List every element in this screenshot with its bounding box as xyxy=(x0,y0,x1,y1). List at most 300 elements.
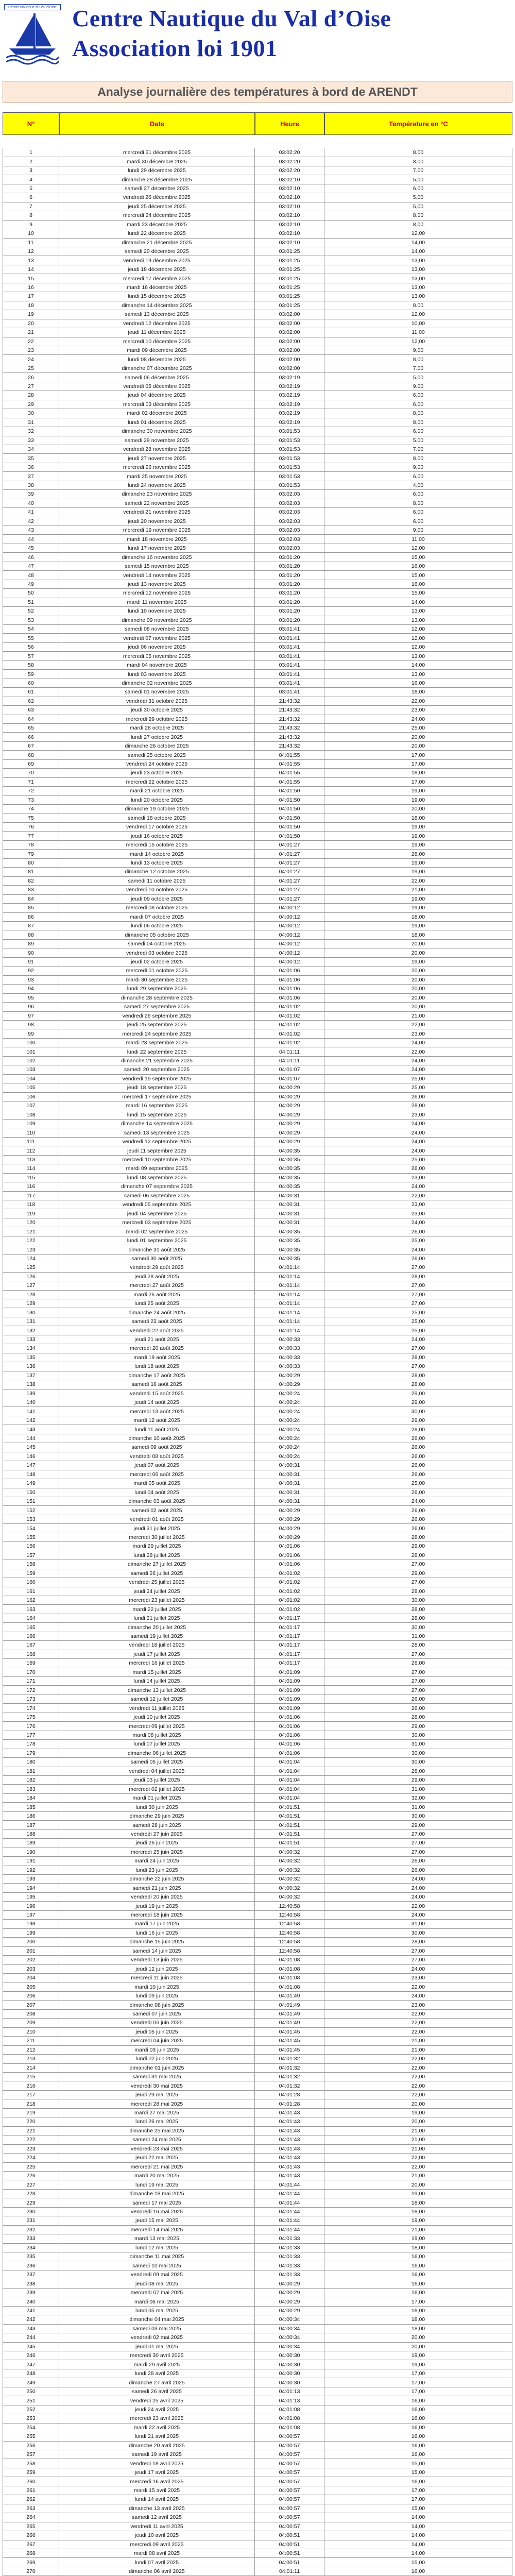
row-time: 12:40:58 xyxy=(255,1902,324,1910)
row-temperature: 19,00 xyxy=(324,895,512,903)
row-time: 04:01:17 xyxy=(255,1623,324,1631)
row-number: 245 xyxy=(3,2343,59,2351)
row-time: 04:00:12 xyxy=(255,958,324,966)
row-date: dimanche 17 août 2025 xyxy=(59,1371,255,1380)
table-row xyxy=(3,517,512,526)
table-row xyxy=(3,1039,512,1047)
row-time: 04:00:35 xyxy=(255,1255,324,1263)
row-number: 110 xyxy=(3,1128,59,1137)
row-time: 04:00:34 xyxy=(255,2315,324,2324)
row-temperature: 15,00 xyxy=(324,571,512,579)
row-number: 205 xyxy=(3,1982,59,1991)
row-date: mercredi 30 avril 2025 xyxy=(59,2351,255,2360)
row-temperature: 20,00 xyxy=(324,2343,512,2351)
row-time: 04:01:27 xyxy=(255,868,324,876)
table-row xyxy=(3,2234,512,2243)
table-row xyxy=(3,445,512,454)
table-row xyxy=(3,796,512,805)
row-temperature: 22,00 xyxy=(324,2154,512,2162)
row-date: jeudi 10 avril 2025 xyxy=(59,2531,255,2539)
table-row xyxy=(3,1704,512,1713)
row-temperature: 23,00 xyxy=(324,1174,512,1182)
row-time: 04:01:17 xyxy=(255,1614,324,1622)
row-number: 117 xyxy=(3,1192,59,1200)
table-row xyxy=(3,1542,512,1551)
row-number: 23 xyxy=(3,346,59,354)
row-number: 101 xyxy=(3,1047,59,1056)
row-temperature: 22,00 xyxy=(324,877,512,885)
row-number: 192 xyxy=(3,1866,59,1874)
row-number: 96 xyxy=(3,1003,59,1011)
row-number: 5 xyxy=(3,184,59,193)
row-number: 55 xyxy=(3,634,59,642)
row-time: 04:00:31 xyxy=(255,1461,324,1469)
row-number: 201 xyxy=(3,1947,59,1955)
row-date: lundi 23 juin 2025 xyxy=(59,1866,255,1874)
row-number: 223 xyxy=(3,2145,59,2153)
row-date: jeudi 13 novembre 2025 xyxy=(59,580,255,588)
row-date: dimanche 01 juin 2025 xyxy=(59,2064,255,2072)
row-time: 04:00:32 xyxy=(255,1875,324,1883)
row-time: 04:01:51 xyxy=(255,1839,324,1847)
row-number: 18 xyxy=(3,301,59,310)
row-temperature: 15,00 xyxy=(324,553,512,561)
table-row xyxy=(3,1515,512,1524)
row-temperature: 20,00 xyxy=(324,2117,512,2126)
row-time: 04:00:30 xyxy=(255,2360,324,2368)
row-date: mercredi 15 octobre 2025 xyxy=(59,841,255,849)
row-date: lundi 09 juin 2025 xyxy=(59,1992,255,2000)
temperature-table xyxy=(3,148,512,2576)
table-row xyxy=(3,391,512,400)
row-date: dimanche 26 octobre 2025 xyxy=(59,742,255,750)
row-date: jeudi 24 juillet 2025 xyxy=(59,1587,255,1596)
row-number: 51 xyxy=(3,598,59,606)
row-time: 04:00:32 xyxy=(255,1857,324,1865)
row-number: 184 xyxy=(3,1794,59,1802)
table-row xyxy=(3,373,512,382)
row-temperature: 20,00 xyxy=(324,994,512,1002)
row-number: 3 xyxy=(3,166,59,175)
row-number: 178 xyxy=(3,1740,59,1748)
table-row xyxy=(3,346,512,355)
row-time: 04:00:29 xyxy=(255,1506,324,1514)
row-time: 04:01:17 xyxy=(255,1632,324,1640)
row-time: 04:01:44 xyxy=(255,2190,324,2198)
row-date: dimanche 09 novembre 2025 xyxy=(59,616,255,624)
table-row xyxy=(3,2180,512,2189)
row-temperature: 22,00 xyxy=(324,1192,512,1200)
row-time: 04:01:44 xyxy=(255,2198,324,2207)
table-row xyxy=(3,184,512,193)
row-time: 03:02:03 xyxy=(255,490,324,498)
row-number: 138 xyxy=(3,1380,59,1388)
row-date: dimanche 16 novembre 2025 xyxy=(59,553,255,561)
table-row xyxy=(3,2073,512,2081)
row-date: mercredi 08 octobre 2025 xyxy=(59,904,255,912)
table-row xyxy=(3,733,512,741)
table-row xyxy=(3,301,512,310)
row-date: mardi 21 octobre 2025 xyxy=(59,787,255,795)
table-row xyxy=(3,1200,512,1209)
row-date: mercredi 17 septembre 2025 xyxy=(59,1093,255,1101)
row-number: 144 xyxy=(3,1434,59,1443)
row-time: 04:01:06 xyxy=(255,985,324,993)
row-temperature: 26,00 xyxy=(324,1857,512,1865)
page-header xyxy=(0,0,515,70)
row-number: 187 xyxy=(3,1821,59,1829)
row-number: 169 xyxy=(3,1659,59,1667)
row-time: 04:00:12 xyxy=(255,922,324,930)
row-date: mardi 12 août 2025 xyxy=(59,1416,255,1425)
table-row xyxy=(3,1731,512,1740)
row-date: jeudi 16 octobre 2025 xyxy=(59,832,255,840)
row-date: dimanche 30 novembre 2025 xyxy=(59,427,255,435)
row-date: dimanche 28 septembre 2025 xyxy=(59,994,255,1002)
table-row xyxy=(3,1767,512,1776)
row-date: samedi 08 novembre 2025 xyxy=(59,625,255,633)
row-temperature: 32,00 xyxy=(324,1794,512,1802)
row-date: dimanche 14 décembre 2025 xyxy=(59,301,255,310)
row-number: 170 xyxy=(3,1668,59,1676)
row-date: lundi 01 décembre 2025 xyxy=(59,418,255,427)
row-temperature: 14,00 xyxy=(324,239,512,247)
table-row xyxy=(3,904,512,912)
row-temperature: 15,00 xyxy=(324,589,512,597)
row-date: mercredi 12 novembre 2025 xyxy=(59,589,255,597)
row-number: 24 xyxy=(3,355,59,363)
row-number: 57 xyxy=(3,652,59,660)
row-temperature: 24,00 xyxy=(324,715,512,723)
row-temperature: 27,00 xyxy=(324,1686,512,1694)
row-temperature: 17,00 xyxy=(324,760,512,768)
row-temperature: 5,00 xyxy=(324,373,512,381)
table-row xyxy=(3,2369,512,2378)
row-temperature: 24,00 xyxy=(324,1875,512,1883)
row-time: 04:00:12 xyxy=(255,904,324,912)
row-date: jeudi 14 août 2025 xyxy=(59,1398,255,1406)
row-number: 160 xyxy=(3,1578,59,1586)
row-temperature: 16,00 xyxy=(324,2414,512,2422)
row-time: 21:43:32 xyxy=(255,706,324,714)
row-time: 04:01:02 xyxy=(255,1012,324,1020)
table-row xyxy=(3,1389,512,1398)
row-time: 04:00:29 xyxy=(255,2307,324,2315)
table-row xyxy=(3,1902,512,1910)
row-date: dimanche 08 juin 2025 xyxy=(59,2001,255,2009)
row-time: 04:00:35 xyxy=(255,1236,324,1245)
row-time: 04:00:24 xyxy=(255,1407,324,1415)
row-temperature: 19,00 xyxy=(324,787,512,795)
row-time: 03:02:10 xyxy=(255,175,324,183)
table-row xyxy=(3,985,512,993)
table-row xyxy=(3,1299,512,1308)
row-time: 04:00:57 xyxy=(255,2450,324,2459)
table-row xyxy=(3,1182,512,1191)
row-date: samedi 03 mai 2025 xyxy=(59,2325,255,2333)
table-row xyxy=(3,202,512,211)
row-temperature: 14,00 xyxy=(324,661,512,669)
row-time: 04:01:43 xyxy=(255,2127,324,2135)
row-time: 03:02:03 xyxy=(255,508,324,516)
row-temperature: 15,00 xyxy=(324,2558,512,2566)
column-header-date: Date xyxy=(59,112,255,135)
row-temperature: 20,00 xyxy=(324,2180,512,2189)
row-temperature: 10,00 xyxy=(324,319,512,328)
row-date: jeudi 04 décembre 2025 xyxy=(59,391,255,399)
row-date: jeudi 29 mai 2025 xyxy=(59,2091,255,2099)
row-temperature: 23,00 xyxy=(324,1974,512,1982)
row-time: 04:01:06 xyxy=(255,1731,324,1739)
row-temperature: 6,00 xyxy=(324,400,512,409)
row-number: 106 xyxy=(3,1093,59,1101)
table-row xyxy=(3,328,512,337)
row-date: lundi 17 novembre 2025 xyxy=(59,544,255,552)
row-date: mardi 15 avril 2025 xyxy=(59,2486,255,2495)
row-date: jeudi 10 juillet 2025 xyxy=(59,1713,255,1721)
row-date: samedi 27 septembre 2025 xyxy=(59,1003,255,1011)
table-row xyxy=(3,1650,512,1659)
row-date: dimanche 13 juillet 2025 xyxy=(59,1686,255,1694)
row-temperature: 21,00 xyxy=(324,1012,512,1020)
row-time: 21:43:32 xyxy=(255,742,324,750)
row-date: jeudi 07 août 2025 xyxy=(59,1461,255,1469)
row-date: vendredi 02 mai 2025 xyxy=(59,2333,255,2342)
row-number: 181 xyxy=(3,1767,59,1775)
table-row xyxy=(3,877,512,886)
row-temperature: 18,00 xyxy=(324,913,512,921)
table-row xyxy=(3,562,512,571)
row-number: 218 xyxy=(3,2099,59,2108)
row-temperature: 6,00 xyxy=(324,427,512,435)
row-time: 03:01:20 xyxy=(255,571,324,579)
row-temperature: 19,00 xyxy=(324,958,512,966)
row-number: 161 xyxy=(3,1587,59,1596)
table-row xyxy=(3,1965,512,1974)
row-temperature: 27,00 xyxy=(324,1578,512,1586)
table-row xyxy=(3,553,512,562)
row-number: 105 xyxy=(3,1083,59,1092)
row-date: dimanche 10 août 2025 xyxy=(59,1434,255,1443)
row-time: 04:01:44 xyxy=(255,2208,324,2216)
row-temperature: 21,00 xyxy=(324,2145,512,2153)
row-number: 86 xyxy=(3,913,59,921)
row-number: 175 xyxy=(3,1713,59,1721)
row-date: mercredi 18 juin 2025 xyxy=(59,1911,255,1919)
row-temperature: 18,00 xyxy=(324,2208,512,2216)
row-temperature: 9,00 xyxy=(324,526,512,534)
row-number: 109 xyxy=(3,1120,59,1128)
row-time: 04:01:27 xyxy=(255,895,324,903)
row-temperature: 22,00 xyxy=(324,2163,512,2171)
table-row xyxy=(3,1749,512,1758)
row-date: mardi 11 novembre 2025 xyxy=(59,598,255,606)
row-date: lundi 27 octobre 2025 xyxy=(59,733,255,741)
row-number: 123 xyxy=(3,1245,59,1253)
row-date: jeudi 25 septembre 2025 xyxy=(59,1021,255,1029)
row-temperature: 14,00 xyxy=(324,2531,512,2539)
row-temperature: 5,00 xyxy=(324,193,512,201)
table-row xyxy=(3,715,512,724)
table-row xyxy=(3,2109,512,2117)
table-row xyxy=(3,1758,512,1767)
table-row xyxy=(3,2396,512,2405)
row-temperature: 18,00 xyxy=(324,2325,512,2333)
row-time: 04:00:32 xyxy=(255,1893,324,1901)
row-date: dimanche 07 décembre 2025 xyxy=(59,364,255,372)
row-number: 211 xyxy=(3,2037,59,2045)
row-number: 78 xyxy=(3,841,59,849)
row-date: jeudi 19 juin 2025 xyxy=(59,1902,255,1910)
row-number: 22 xyxy=(3,337,59,346)
row-temperature: 26,00 xyxy=(324,1704,512,1712)
row-time: 04:00:33 xyxy=(255,1362,324,1370)
row-number: 25 xyxy=(3,364,59,372)
row-number: 212 xyxy=(3,2046,59,2054)
row-number: 226 xyxy=(3,2172,59,2180)
row-date: dimanche 14 septembre 2025 xyxy=(59,1120,255,1128)
table-row xyxy=(3,2198,512,2207)
row-number: 231 xyxy=(3,2216,59,2225)
row-time: 04:01:04 xyxy=(255,1758,324,1766)
row-date: mercredi 09 avril 2025 xyxy=(59,2540,255,2549)
row-number: 225 xyxy=(3,2163,59,2171)
row-temperature: 8,00 xyxy=(324,355,512,363)
row-time: 03:02:03 xyxy=(255,526,324,534)
row-temperature: 25,00 xyxy=(324,1479,512,1487)
row-date: samedi 13 septembre 2025 xyxy=(59,1128,255,1137)
table-row xyxy=(3,1794,512,1803)
row-time: 04:01:02 xyxy=(255,1029,324,1038)
row-time: 21:43:32 xyxy=(255,724,324,732)
row-number: 88 xyxy=(3,930,59,939)
row-date: samedi 20 septembre 2025 xyxy=(59,1065,255,1074)
row-number: 29 xyxy=(3,400,59,409)
row-time: 03:02:20 xyxy=(255,166,324,175)
table-row xyxy=(3,1003,512,1011)
row-date: samedi 30 août 2025 xyxy=(59,1255,255,1263)
row-temperature: 16,00 xyxy=(324,2432,512,2441)
row-time: 04:01:55 xyxy=(255,778,324,786)
row-number: 112 xyxy=(3,1146,59,1155)
row-number: 11 xyxy=(3,239,59,247)
row-temperature: 24,00 xyxy=(324,1138,512,1146)
row-number: 155 xyxy=(3,1533,59,1541)
row-number: 269 xyxy=(3,2558,59,2566)
row-number: 183 xyxy=(3,1785,59,1793)
row-number: 207 xyxy=(3,2001,59,2009)
row-number: 257 xyxy=(3,2450,59,2459)
row-date: samedi 23 août 2025 xyxy=(59,1317,255,1326)
row-number: 238 xyxy=(3,2279,59,2287)
row-temperature: 28,00 xyxy=(324,1371,512,1380)
row-number: 13 xyxy=(3,256,59,264)
row-temperature: 16,00 xyxy=(324,2405,512,2414)
row-date: jeudi 18 septembre 2025 xyxy=(59,1083,255,1092)
table-row xyxy=(3,1893,512,1902)
row-number: 200 xyxy=(3,1938,59,1946)
row-date: samedi 13 décembre 2025 xyxy=(59,310,255,318)
row-temperature: 31,00 xyxy=(324,1920,512,1928)
row-number: 70 xyxy=(3,769,59,777)
table-row xyxy=(3,2567,512,2576)
row-temperature: 22,00 xyxy=(324,1902,512,1910)
table-row xyxy=(3,2522,512,2531)
table-row xyxy=(3,1138,512,1146)
row-temperature: 25,00 xyxy=(324,1083,512,1092)
table-row xyxy=(3,1209,512,1218)
row-time: 03:02:19 xyxy=(255,382,324,391)
row-date: jeudi 27 novembre 2025 xyxy=(59,454,255,462)
row-number: 215 xyxy=(3,2073,59,2081)
row-date: lundi 15 septembre 2025 xyxy=(59,1110,255,1118)
row-date: jeudi 18 décembre 2025 xyxy=(59,265,255,274)
row-temperature: 12,00 xyxy=(324,634,512,642)
row-number: 265 xyxy=(3,2522,59,2531)
column-header-time: Heure xyxy=(255,112,324,135)
table-row xyxy=(3,2504,512,2513)
table-row xyxy=(3,2540,512,2549)
row-time: 03:02:03 xyxy=(255,499,324,507)
row-date: jeudi 12 juin 2025 xyxy=(59,1965,255,1973)
row-date: samedi 15 novembre 2025 xyxy=(59,562,255,570)
row-number: 244 xyxy=(3,2333,59,2342)
row-date: vendredi 17 octobre 2025 xyxy=(59,823,255,831)
row-temperature: 28,00 xyxy=(324,1273,512,1281)
row-temperature: 13,00 xyxy=(324,652,512,660)
row-temperature: 21,00 xyxy=(324,2136,512,2144)
row-temperature: 27,00 xyxy=(324,1362,512,1370)
row-date: jeudi 23 octobre 2025 xyxy=(59,769,255,777)
table-row xyxy=(3,1156,512,1164)
row-temperature: 14,00 xyxy=(324,2549,512,2557)
row-time: 04:01:51 xyxy=(255,1812,324,1820)
row-number: 174 xyxy=(3,1704,59,1712)
row-number: 99 xyxy=(3,1029,59,1038)
row-time: 04:00:31 xyxy=(255,1470,324,1479)
table-row xyxy=(3,2190,512,2198)
row-temperature: 22,00 xyxy=(324,1982,512,1991)
table-row xyxy=(3,1146,512,1155)
row-temperature: 20,00 xyxy=(324,967,512,975)
row-number: 139 xyxy=(3,1389,59,1398)
row-temperature: 31,00 xyxy=(324,1785,512,1793)
row-time: 04:00:30 xyxy=(255,2369,324,2378)
row-temperature: 8,00 xyxy=(324,454,512,462)
table-row xyxy=(3,1057,512,1065)
row-date: mardi 29 juillet 2025 xyxy=(59,1542,255,1550)
table-row xyxy=(3,319,512,328)
row-number: 107 xyxy=(3,1101,59,1110)
row-time: 04:01:49 xyxy=(255,1992,324,2000)
row-time: 03:02:10 xyxy=(255,193,324,201)
row-date: samedi 17 mai 2025 xyxy=(59,2198,255,2207)
table-row xyxy=(3,1488,512,1497)
row-number: 256 xyxy=(3,2442,59,2450)
row-number: 258 xyxy=(3,2459,59,2467)
table-row xyxy=(3,1075,512,1083)
row-time: 03:01:41 xyxy=(255,679,324,687)
table-row xyxy=(3,1830,512,1839)
row-number: 79 xyxy=(3,850,59,858)
row-number: 130 xyxy=(3,1308,59,1316)
table-row xyxy=(3,463,512,472)
row-time: 04:01:50 xyxy=(255,787,324,795)
table-row xyxy=(3,832,512,840)
table-row xyxy=(3,1785,512,1793)
table-row xyxy=(3,2046,512,2055)
table-row xyxy=(3,1416,512,1425)
